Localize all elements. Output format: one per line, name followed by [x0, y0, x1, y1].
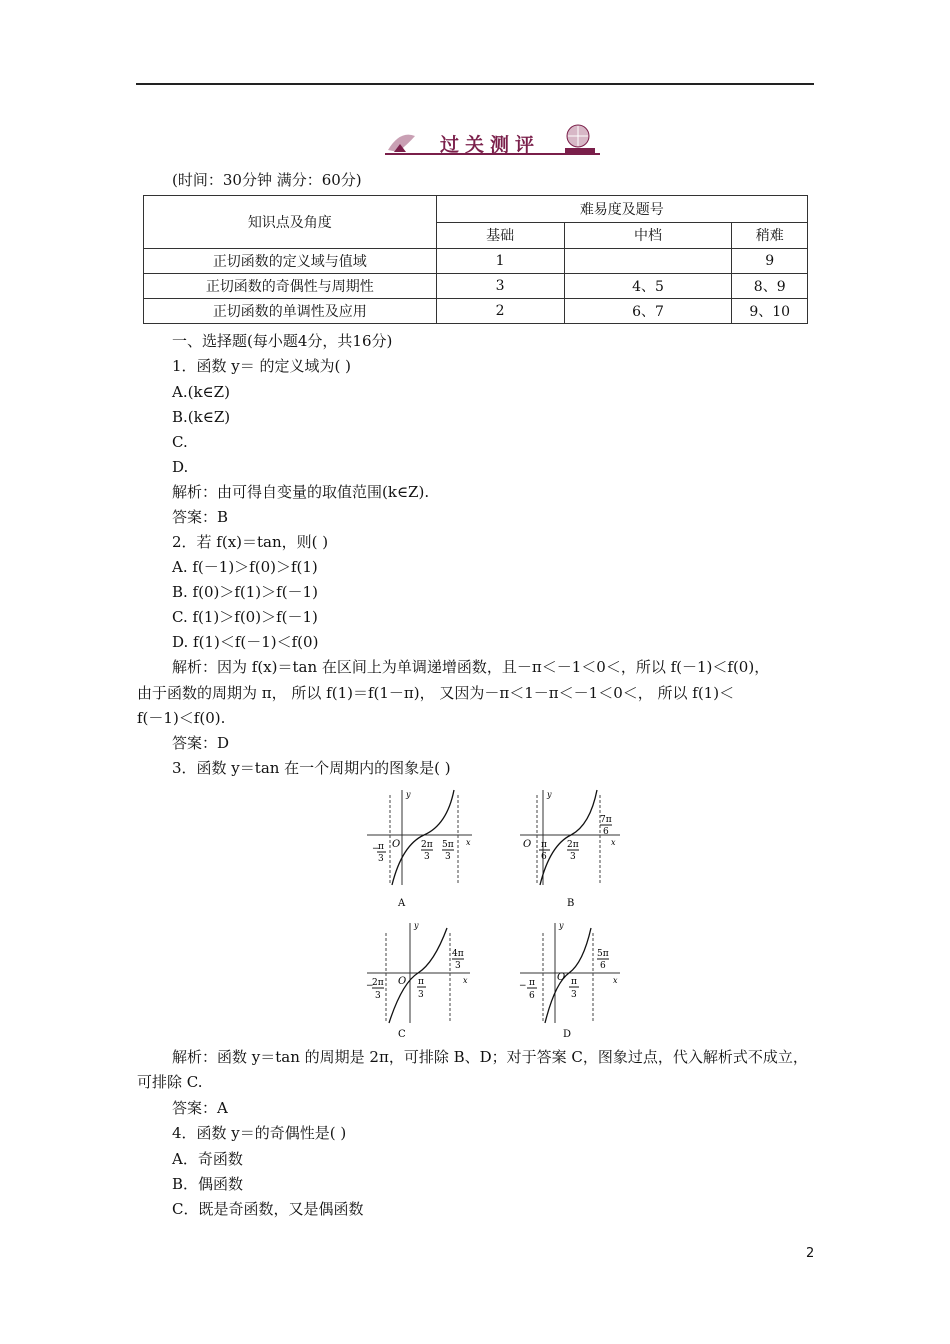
table-subheader-medium: 中档 — [564, 222, 732, 249]
q1-answer: 答案：B — [172, 508, 229, 526]
svg-text:O: O — [392, 839, 401, 850]
q1-option-a: A.(k∈Z) — [172, 383, 230, 401]
svg-text:6: 6 — [529, 991, 535, 1001]
svg-text:3: 3 — [375, 991, 381, 1001]
q3-analysis-line: 解析：函数 y＝tan 的周期是 2π，可排除 B、D；对于答案 C，图象过点，代入解析式不成立， — [172, 1048, 808, 1066]
q2-option-d: D. f(1)＜f(－1)＜f(0) — [172, 633, 319, 651]
q3-analysis-line: 可排除 C. — [137, 1073, 203, 1091]
svg-text:3: 3 — [570, 852, 576, 862]
table-cell: 正切函数的单调性及应用 — [144, 299, 437, 324]
q4-option-a: A．奇函数 — [172, 1150, 243, 1168]
svg-text:x: x — [466, 838, 471, 847]
svg-text:3: 3 — [418, 990, 424, 1000]
graph-option-d — [515, 918, 630, 1043]
svg-text:5π: 5π — [597, 949, 609, 959]
table-subheader-hard: 稍难 — [732, 222, 808, 249]
svg-text:6: 6 — [600, 961, 606, 971]
table-cell: 9、10 — [732, 299, 808, 324]
graph-option-a — [362, 785, 477, 910]
svg-text:π: π — [378, 842, 384, 852]
svg-text:3: 3 — [378, 854, 384, 864]
q1-option-d: D. — [172, 458, 189, 476]
q1-analysis: 解析：由可得自变量的取值范围(k∈Z). — [172, 483, 430, 501]
section-heading: 一、选择题(每小题4分，共16分) — [172, 332, 393, 350]
svg-text:−: − — [519, 981, 527, 991]
graph-label-a: A — [398, 898, 406, 909]
q4-option-c: C．既是奇函数，又是偶函数 — [172, 1200, 364, 1218]
header-rule — [136, 83, 814, 85]
q2-option-b: B. f(0)＞f(1)＞f(－1) — [172, 583, 318, 601]
svg-text:x: x — [611, 838, 616, 847]
svg-text:4π: 4π — [452, 949, 464, 959]
table-cell: 8、9 — [732, 274, 808, 299]
svg-text:3: 3 — [424, 852, 430, 862]
svg-text:O: O — [523, 839, 532, 850]
table-row — [144, 299, 808, 324]
q2-analysis-line: 解析：因为 f(x)＝tan 在区间上为单调递增函数，且－π＜－1＜0＜，所以 f(－1)＜f(0)， — [172, 658, 770, 676]
q1-option-b: B.(k∈Z) — [172, 408, 231, 426]
svg-text:y: y — [559, 921, 564, 930]
svg-text:π: π — [418, 977, 424, 987]
svg-text:y: y — [547, 790, 552, 799]
q2-option-c: C. f(1)＞f(0)＞f(－1) — [172, 608, 318, 626]
table-cell: 3 — [436, 274, 564, 299]
graph-label-c: C — [398, 1029, 406, 1040]
svg-text:y: y — [414, 921, 419, 930]
svg-text:y: y — [406, 790, 411, 799]
q2-option-a: A. f(－1)＞f(0)＞f(1) — [172, 558, 318, 576]
table-cell: 6、7 — [564, 299, 732, 324]
svg-text:π: π — [571, 977, 577, 987]
svg-text:2π: 2π — [421, 840, 433, 850]
table-row — [144, 274, 808, 299]
svg-text:2π: 2π — [567, 840, 579, 850]
table-header-difficulty: 难易度及题号 — [436, 196, 807, 223]
q2-stem: 2．若 f(x)＝tan，则( ) — [172, 533, 329, 551]
q1-stem: 1．函数 y＝ 的定义域为( ) — [172, 357, 352, 375]
svg-text:π: π — [541, 840, 547, 850]
svg-text:2π: 2π — [372, 978, 384, 988]
svg-text:O: O — [557, 972, 566, 983]
table-cell: 4、5 — [564, 274, 732, 299]
table-cell: 1 — [436, 249, 564, 274]
table-row — [144, 249, 808, 274]
svg-text:3: 3 — [445, 852, 451, 862]
svg-text:7π: 7π — [600, 815, 612, 825]
svg-text:3: 3 — [455, 961, 461, 971]
svg-text:−: − — [366, 981, 374, 991]
q4-option-b: B．偶函数 — [172, 1175, 244, 1193]
q3-stem: 3．函数 y＝tan 在一个周期内的图象是( ) — [172, 759, 451, 777]
svg-text:6: 6 — [603, 827, 609, 837]
graph-label-b: B — [567, 898, 575, 909]
page-number: 2 — [806, 1246, 815, 1261]
graph-label-d: D — [563, 1029, 572, 1040]
q2-answer: 答案：D — [172, 734, 230, 752]
svg-text:x: x — [613, 976, 618, 985]
q1-option-c: C. — [172, 433, 188, 451]
graph-option-b — [515, 785, 630, 910]
time-info: (时间：30分钟 满分：60分) — [172, 171, 362, 189]
table-subheader-basic: 基础 — [436, 222, 564, 249]
svg-text:3: 3 — [571, 990, 577, 1000]
svg-text:O: O — [398, 976, 407, 987]
q4-stem: 4．函数 y＝的奇偶性是( ) — [172, 1124, 347, 1142]
table-cell: 9 — [732, 249, 808, 274]
svg-text:π: π — [529, 978, 535, 988]
q3-answer: 答案：A — [172, 1099, 228, 1117]
table-header-knowledge: 知识点及角度 — [144, 196, 437, 249]
table-cell: 正切函数的奇偶性与周期性 — [144, 274, 437, 299]
table-cell: 2 — [436, 299, 564, 324]
knowledge-table — [143, 195, 808, 324]
table-cell: 正切函数的定义域与值域 — [144, 249, 437, 274]
svg-text:x: x — [463, 976, 468, 985]
svg-text:5π: 5π — [442, 840, 454, 850]
svg-text:6: 6 — [541, 852, 547, 862]
banner-title: 过关测评 — [440, 134, 541, 156]
table-cell — [564, 249, 732, 274]
q2-analysis-line: f(－1)＜f(0). — [137, 709, 226, 727]
svg-text:−: − — [372, 844, 380, 854]
q2-analysis-line: 由于函数的周期为 π， 所以 f(1)＝f(1－π)， 又因为－π＜1－π＜－1＜0＜， 所以 f(1)＜ — [137, 684, 735, 702]
graph-option-c — [362, 918, 477, 1043]
